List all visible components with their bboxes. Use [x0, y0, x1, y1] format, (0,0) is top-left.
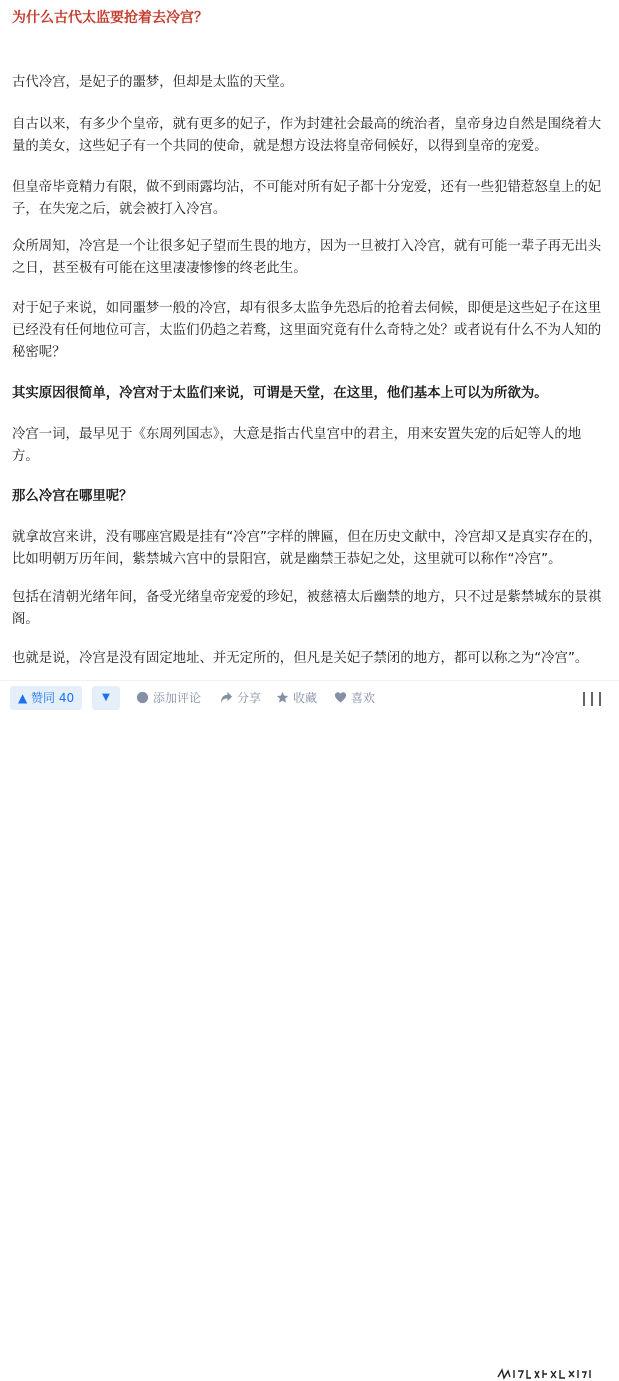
downvote-button[interactable]: ▼	[92, 686, 120, 710]
paragraph-2: 自古以来，有多少个皇帝，就有更多的妃子，作为封建社会最高的统治者，皇帝身边自然是围绕着大量的美女，这些妃子有一个共同的使命，就是想方设法将皇帝伺候好，以得到皇帝的宠爱。	[12, 117, 602, 154]
paragraph-7: 冷宫一词，最早见于《东周列国志》，大意是指古代皇宫中的君主，用来安置失宠的后妃等人的地方。	[12, 427, 582, 464]
like-label: 喜欢	[351, 691, 376, 705]
paragraph-11: 也就是说，冷宫是没有固定地址、并无定所的，但凡是关妃子禁闭的地方，都可以称之为“冷宫”。	[12, 651, 589, 666]
collect-button[interactable]	[276, 686, 317, 710]
comment-button[interactable]	[136, 686, 201, 710]
collect-label: 收藏	[293, 691, 318, 705]
upvote-button[interactable]: ▲ 赞同 40	[10, 686, 82, 710]
signature-watermark	[496, 1367, 596, 1381]
paragraph-8-heading: 那么冷宫在哪里呢？	[12, 489, 133, 504]
paragraph-1: 古代冷宫，是妃子的噩梦，但却是太监的天堂。	[12, 75, 294, 90]
article-title: 为什么古代太监要抢着去冷宫？	[12, 10, 208, 26]
paragraph-3: 但皇帝毕竟精力有限，做不到雨露均沾，不可能对所有妃子都十分宠爱，还有一些犯错惹怒皇上的妃子，在失宠之后，就会被打入冷宫。	[12, 180, 602, 217]
comment-icon	[136, 691, 149, 704]
share-icon	[220, 691, 233, 704]
comment-label: 添加评论	[153, 691, 202, 705]
heart-icon	[334, 691, 347, 704]
star-icon	[276, 691, 289, 704]
like-button[interactable]	[334, 686, 375, 710]
action-toolbar	[0, 680, 619, 715]
share-label: 分享	[237, 691, 262, 705]
paragraph-5: 对于妃子来说，如同噩梦一般的冷宫，却有很多太监争先恐后的抢着去伺候，即便是这些妃子在这里已经没有任何地位可言，太监们仍趋之若鹜，这里面究竟有什么奇特之处？或者说有什么不为人知的秘密呢？	[12, 301, 602, 360]
paragraph-9: 就拿故宫来讲，没有哪座宫殿是挂有“冷宫”字样的牌匾，但在历史文献中，冷宫却又是真实存在的，比如明朝万历年间，紫禁城六宫中的景阳宫，就是幽禁王恭妃之处，这里就可以称作“冷宫”。	[12, 530, 602, 567]
more-menu-icon[interactable]	[578, 689, 608, 709]
paragraph-10: 包括在清朝光绪年间，备受光绪皇帝宠爱的珍妃，被慈禧太后幽禁的地方，只不过是紫禁城东的景祺阁。	[12, 590, 602, 627]
paragraph-6-bold: 其实原因很简单，冷宫对于太监们来说，可谓是天堂，在这里，他们基本上可以为所欲为。	[12, 386, 548, 401]
paragraph-4: 众所周知，冷宫是一个让很多妃子望而生畏的地方，因为一旦被打入冷宫，就有可能一辈子再无出头之日，甚至极有可能在这里凄凄惨惨的终老此生。	[12, 239, 602, 276]
share-button[interactable]	[220, 686, 261, 710]
